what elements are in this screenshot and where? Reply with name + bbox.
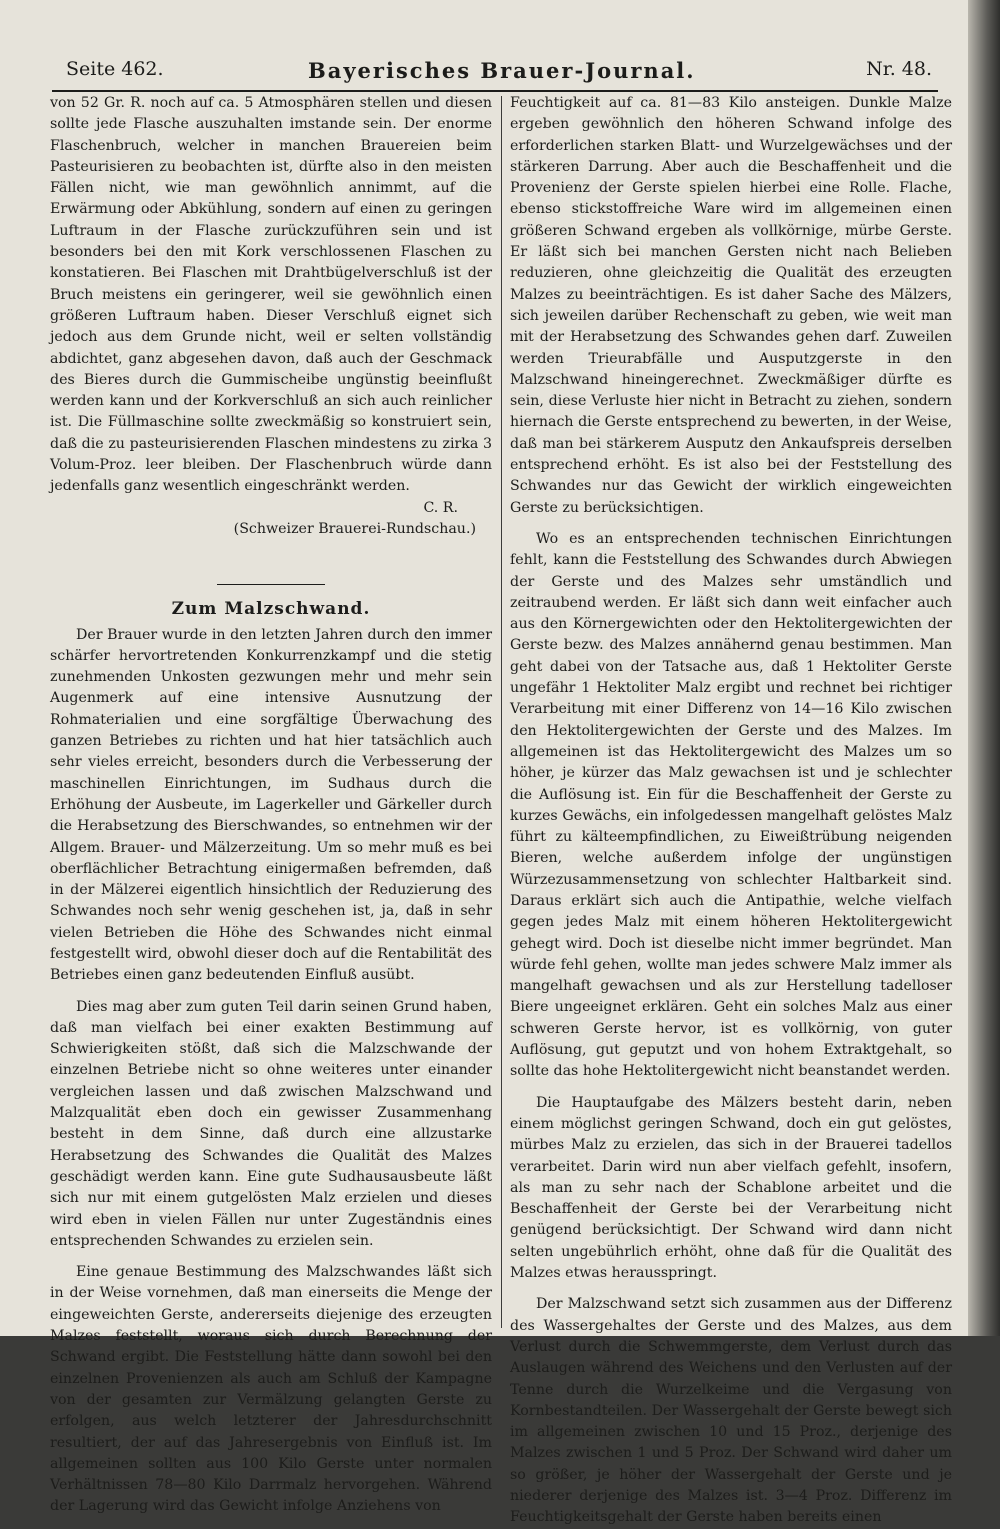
paragraph: Der Malzschwand setzt sich zusammen aus der Differenz des Wassergehaltes der Gerste und des Malzes, aus dem Verlust durch die Schwemmgerste, dem Verlust durch das Auslaugen während des Weichens und den Verlusten auf der Tenne durch die Wurzelkeime und die Vergasung von Kornbestandteilen. Der Wassergehalt der Gerste bewegt sich im allgemeinen zwischen 10 und 15 Proz., derjenige des Malzes zwischen 1 und 5 Proz. Der Schwand wird daher um so größer, je höher der Wassergehalt der Gerste und je niederer derjenige des Malzes ist. 3—4 Proz. Differenz im Feuchtigkeitsgehalt der Gerste haben bereits einen <box>510 1296 952 1526</box>
section-separator <box>217 584 325 585</box>
paragraph: Wo es an entsprechenden technischen Einrichtungen fehlt, kann die Feststellung des Schwandes durch Abwiegen der Gerste und des Malzes sehr umständlich und zeitraubend werden. Er läßt sich dann weit einfacher auch aus den Körnergewichten oder den Hektolitergewichten der Gerste bezw. des Malzes annähernd genau bestimmen. Man geht dabei von der Tatsache aus, daß 1 Hektoliter Gerste ungefähr 1 Hektoliter Malz ergibt und rechnet bei richtiger Verarbeitung mit einer Differenz von 14—16 Kilo zwischen den Hektolitergewichten der Gerste und des Malzes. Im allgemeinen ist das Hektolitergewicht des Malzes um so höher, je kürzer das Malz gewachsen ist und je schlechter die Auflösung ist. Ein für die Beschaffenheit der Gerste zu kurzes Gewächs, ein infolgedessen mangelhaft gelöstes Malz führt zu kälteempfindlichen, zu Eiweißtrübung neigenden Bieren, welche außerdem infolge der ungünstigen Würzezusammensetzung von schlechter Haltbarkeit sind. Daraus erklärt sich auch die Antipathie, welche vielfach gegen jedes Malz mit einem höheren Hektolitergewicht gehegt wird. Doch ist dieselbe nicht immer begründet. Man würde fehl gehen, wollte man jedes schwere Malz immer als mangelhaft gewachsen und als zur Herstellung tadelloser Biere ungeeignet erklären. Geht ein solches Malz aus einer schweren Gerste hervor, ist es vollkörnig, von guter Auflösung, gut geputzt und von hohem Extraktgehalt, so sollte das hohe Hektolitergewicht nicht beanstandet werden. <box>510 530 952 1080</box>
paragraph: Feuchtigkeit auf ca. 81—83 Kilo ansteigen. Dunkle Malze ergeben gewöhnlich den höheren Schwand infolge des erforderlichen starken Blatt- und Wurzelgewächses und der stärkeren Darrung. Aber auch die Beschaffenheit und die Provenienz der Gerste spielen hierbei eine Rolle. Flache, ebenso stickstoffreiche Ware wird im allgemeinen einen größeren Schwand ergeben als vollkörnige, mürbe Gerste. Er läßt sich bei manchen Gersten nicht nach Belieben reduzieren, ohne gleichzeitig die Qualität des erzeugten Malzes zu beeinträchtigen. Es ist daher Sache des Mälzers, sich jeweilen darüber Rechenschaft zu geben, wie weit man mit der Herabsetzung des Schwandes gehen darf. Zuweilen werden Trieurabfälle und Ausputzgerste in den Malzschwand hineingerechnet. Zweckmäßiger dürfte es sein, diese Verluste hier nicht in Betracht zu ziehen, sondern hiernach die Gerste entsprechend zu bewerten, in der Weise, daß man bei stärkerem Ausputz den Ankaufspreis derselben entsprechend erhöht. Es ist also bei der Feststellung des Schwandes nur das Gewicht der wirklich eingeweichten Gerste zu berücksichtigen. <box>510 95 952 516</box>
paragraph: Dies mag aber zum guten Teil darin seinen Grund haben, daß man vielfach bei einer exakten Bestimmung auf Schwierigkeiten stößt, daß sich die Malzschwande der einzelnen Betriebe nicht so ohne weiteres unter einander vergleichen lassen und daß zwischen Malzschwand und Malzqualität eben doch ein gewisser Zusammenhang besteht in dem Sinne, daß durch eine allzustarke Herabsetzung des Schwandes die Qualität des Malzes geschädigt werden kann. Eine gute Sudhausausbeute läßt sich nur mit einem gutgelösten Malz erzielen und dieses wird eben in vielen Fällen nur unter Zugeständnis eines entsprechenden Schwandes zu erzielen sein. <box>50 998 492 1249</box>
left-column <box>50 93 492 1515</box>
page-header <box>58 58 938 88</box>
author-signature: C. R. <box>423 499 458 516</box>
source-citation: (Schweizer Brauerei-Rundschau.) <box>233 520 476 537</box>
paragraph: Der Brauer wurde in den letzten Jahren durch den immer schärfer hervortretenden Konkurrenzkampf und die stetig zunehmenden Unkosten gezwungen mehr und mehr sein Augenmerk auf eine intensive Ausnutzung der Rohmaterialien und eine sorgfältige Überwachung des ganzen Betriebes zu richten und hat hier tatsächlich auch sehr vieles erreicht, besonders durch die Verbesserung der maschinellen Einrichtungen, im Sudhaus durch die Erhöhung der Ausbeute, im Lagerkeller und Gärkeller durch die Herabsetzung des Bierschwandes, so entnehmen wir der Allgem. Brauer- und Mälzerzeitung. Um so mehr muß es bei oberflächlicher Betrachtung einigermaßen befremden, daß in der Mälzerei eigentlich hinsichtlich der Reduzierung des Schwandes noch sehr wenig geschehen ist, ja, daß in sehr vielen Betrieben die Höhe des Schwandes nicht einmal festgestellt wird, obwohl dieser doch auf die Rentabilität des Betriebes einen ganz bedeutenden Einfluß ausübt. <box>50 626 492 984</box>
page-number: Seite 462. <box>66 58 164 80</box>
issue-number: Nr. 48. <box>866 58 932 80</box>
page-edge-shadow <box>968 0 1000 1336</box>
right-column <box>510 93 952 1526</box>
paragraph: Die Hauptaufgabe des Mälzers besteht darin, neben einem möglichst geringen Schwand, doch ein gut gelöstes, mürbes Malz zu erzielen, das sich in der Brauerei tadellos verarbeitet. Darin wird nun aber vielfach gefehlt, insofern, als man zu sehr nach der Schablone arbeitet und die Beschaffenheit der Gerste bei der Verarbeitung nicht genügend berücksichtigt. Der Schwand wird dann nicht selten ungebührlich erhöht, ohne daß für die Qualität des Malzes etwas herausspringt. <box>510 1094 952 1282</box>
column-divider <box>501 96 502 1328</box>
section-title: Zum Malzschwand. <box>171 599 371 620</box>
paragraph: Eine genaue Bestimmung des Malzschwandes läßt sich in der Weise vornehmen, daß man einerseits die Menge der eingeweichten Gerste, andererseits diejenige des erzeugten Malzes feststellt, woraus sich durch Berechnung der Schwand ergibt. Die Feststellung hätte dann sowohl bei den einzelnen Provenienzen als auch am Schluß der Kampagne von der gesamten zur Vermälzung gelangten Gerste zu erfolgen, aus welch letzterer der Jahresdurchschnitt resultiert, der auf das Jahresergebnis von Einfluß ist. Im allgemeinen sollten aus 100 Kilo Gerste unter normalen Verhältnissen 78—80 Kilo Darrmalz hervorgehen. Während der Lagerung wird das Gewicht infolge Anziehens von <box>50 1264 492 1515</box>
journal-title: Bayerisches Brauer-Journal. <box>308 58 696 83</box>
paragraph: von 52 Gr. R. noch auf ca. 5 Atmosphären stellen und diesen sollte jede Flasche auszuhalten imstande sein. Der enorme Flaschenbruch, welcher in manchen Brauereien beim Pasteurisieren zu beobachten ist, dürfte also in den meisten Fällen nicht, wie man gewöhnlich annimmt, auf die Erwärmung oder Abkühlung, sondern auf einen zu geringen Luftraum in der Flasche zurückzuführen sein und ist besonders bei den mit Kork verschlossenen Flaschen zu konstatieren. Bei Flaschen mit Drahtbügelverschluß ist der Bruch meistens ein geringerer, weil sie gewöhnlich einen größeren Luftraum haben. Dieser Verschluß eignet sich jedoch aus dem Grunde nicht, weil er selten vollständig abdichtet, ganz abgesehen davon, daß auch der Geschmack des Bieres durch die Gummischeibe ungünstig beeinflußt werden kann und der Korkverschluß an sich auch reinlicher ist. Die Füllmaschine sollte zweckmäßig so konstruiert sein, daß die zu pasteurisierenden Flaschen mindestens zu zirka 3 Volum-Proz. leer bleiben. Der Flaschenbruch würde dann jedenfalls ganz wesentlich eingeschränkt werden. <box>50 95 492 495</box>
header-rule <box>52 90 938 92</box>
